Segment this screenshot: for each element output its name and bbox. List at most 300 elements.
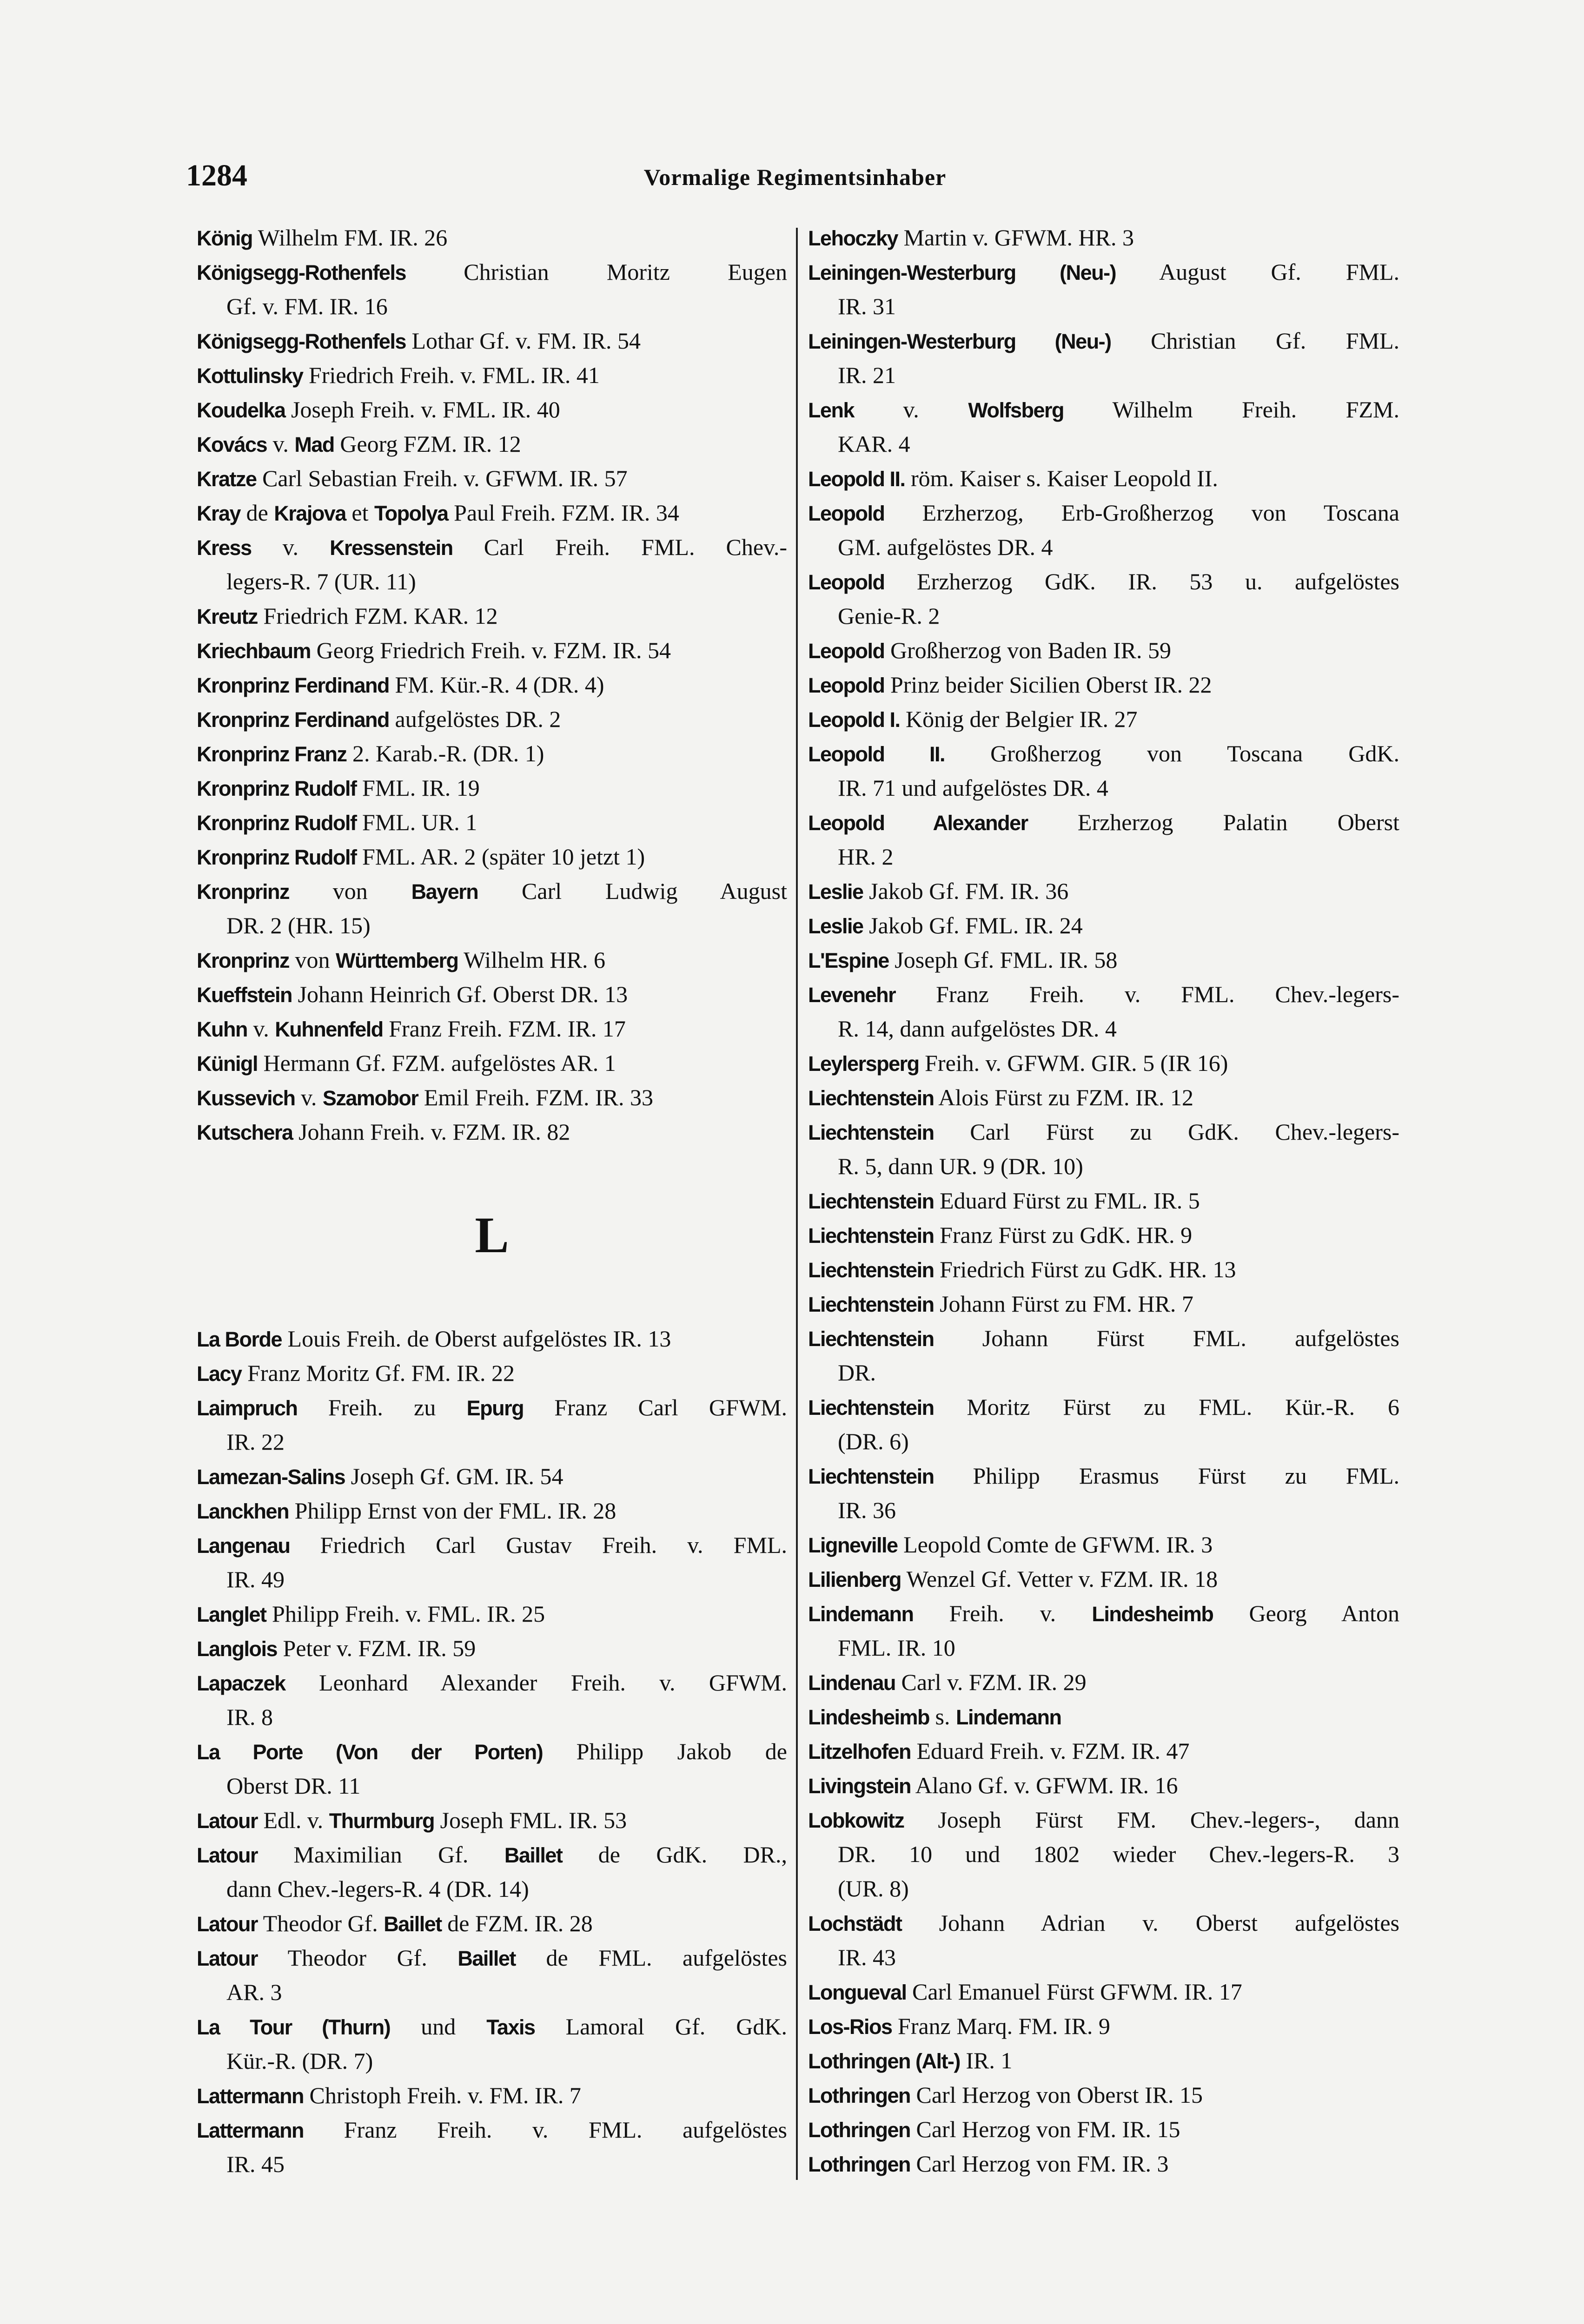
entry-name: La Tour (Thurn): [197, 2015, 391, 2039]
entry-line: [808, 1115, 1399, 1149]
entry-text: Jakob Gf. FML. IR. 24: [863, 912, 1083, 938]
index-entry: [197, 1356, 787, 1390]
entry-name: Mad: [294, 433, 334, 456]
entry-text: et: [345, 500, 374, 526]
index-entry: [808, 2146, 1399, 2181]
entry-text: Carl Herzog von FM. IR. 3: [910, 2151, 1169, 2177]
entry-line: [197, 1321, 787, 1356]
entry-line: [808, 702, 1399, 736]
entry-text: Eduard Fürst zu FML. IR. 5: [934, 1188, 1200, 1214]
entry-line: [197, 908, 787, 943]
entry-line: [808, 564, 1399, 599]
entry-text: Emil Freih. FZM. IR. 33: [418, 1084, 653, 1110]
entry-line: [197, 2078, 787, 2113]
entry-line: [197, 1665, 787, 1700]
index-entry: [197, 1665, 787, 1734]
entry-name: Liechtenstein: [808, 1258, 934, 1282]
entry-name: Kreutz: [197, 605, 258, 628]
section-heading-l: L: [475, 1207, 509, 1263]
entry-name: Kussevich: [197, 1086, 295, 1110]
index-entry: [808, 805, 1399, 874]
entry-text: Theodor Gf.: [258, 1910, 384, 1936]
entry-line: [197, 2113, 787, 2147]
entry-text: von: [289, 878, 411, 904]
entry-line: [808, 1287, 1399, 1321]
entry-name: Leslie: [808, 914, 863, 938]
entry-line: [197, 530, 787, 564]
index-entry: [197, 1837, 787, 1906]
entry-text: Alois Fürst zu FZM. IR. 12: [934, 1084, 1193, 1110]
entry-text: Prinz beider Sicilien Oberst IR. 22: [884, 672, 1212, 698]
entry-text: Edl. v.: [258, 1807, 329, 1833]
entry-name: Lindesheimb: [808, 1705, 930, 1729]
entry-name: Lobkowitz: [808, 1809, 904, 1832]
entry-line: [808, 461, 1399, 495]
entry-text: DR. 2 (HR. 15): [226, 912, 371, 938]
entry-text: (DR. 6): [838, 1428, 909, 1454]
index-entry: [808, 977, 1399, 1046]
entry-name: Leopold: [808, 639, 885, 663]
entry-line: [197, 667, 787, 702]
entry-name: Liechtenstein: [808, 1224, 934, 1248]
entry-line: [808, 1734, 1399, 1768]
entry-line: [197, 1906, 787, 1941]
entry-text: FML. IR. 19: [356, 775, 480, 801]
entry-text: Alano Gf. v. GFWM. IR. 16: [911, 1772, 1178, 1798]
entry-line: [808, 289, 1399, 324]
entry-name: Liechtenstein: [808, 1086, 934, 1110]
index-entry: [197, 1046, 787, 1080]
entry-name: Lilienberg: [808, 1568, 901, 1591]
entry-text: Wilhelm HR. 6: [458, 947, 605, 973]
index-entry: [808, 564, 1399, 633]
entry-name: Kuhn: [197, 1017, 247, 1041]
index-entry: [808, 1906, 1399, 1974]
index-entry: [197, 1941, 787, 2009]
entry-line: [808, 1252, 1399, 1287]
index-entry: [197, 495, 787, 530]
entry-line: [808, 1596, 1399, 1631]
index-entry: [808, 908, 1399, 943]
entry-line: [197, 2009, 787, 2044]
entry-text: IR. 49: [226, 1566, 285, 1592]
entry-line: [808, 1768, 1399, 1802]
entry-text: Christian Moritz Eugen: [406, 259, 787, 285]
entry-text: Franz Freih. v. FML. Chev.-legers-: [895, 981, 1399, 1007]
entry-line: [808, 495, 1399, 530]
index-entry: [808, 1459, 1399, 1527]
entry-text: Joseph Freih. v. FML. IR. 40: [285, 396, 560, 423]
entry-text: FML. IR. 10: [838, 1635, 955, 1661]
entry-text: s.: [929, 1703, 956, 1730]
entry-line: [808, 2112, 1399, 2146]
index-entry: [808, 495, 1399, 564]
entry-line: [197, 1769, 787, 1803]
entry-line: [808, 1046, 1399, 1080]
entry-text: Georg Friedrich Freih. v. FZM. IR. 54: [311, 637, 671, 663]
index-entry: [197, 736, 787, 771]
entry-line: [808, 1631, 1399, 1665]
entry-line: [808, 1974, 1399, 2009]
entry-name: Bayern: [411, 880, 478, 904]
entry-name: Koudelka: [197, 398, 285, 422]
entry-text: aufgelöstes DR. 2: [389, 706, 561, 732]
entry-line: [808, 839, 1399, 874]
entry-name: Leopold: [808, 570, 885, 594]
index-entry: [197, 805, 787, 839]
entry-name: La Borde: [197, 1327, 282, 1351]
entry-line: [808, 1390, 1399, 1424]
entry-name: Lindenau: [808, 1671, 895, 1695]
entry-name: Kottulinsky: [197, 364, 303, 388]
entry-text: Jakob Gf. FM. IR. 36: [863, 878, 1069, 904]
entry-line: [808, 1424, 1399, 1459]
entry-name: Württemberg: [335, 949, 458, 972]
index-entry: [808, 2043, 1399, 2078]
index-entry: [808, 220, 1399, 255]
index-entry: [808, 2112, 1399, 2146]
entry-name: Leopold: [808, 673, 885, 697]
entry-line: [808, 1802, 1399, 1837]
entry-name: Baillet: [384, 1912, 442, 1936]
entry-name: Lapaczek: [197, 1671, 285, 1695]
entry-name: Latour: [197, 1809, 258, 1833]
entry-text: Leonhard Alexander Freih. v. GFWM.: [285, 1670, 787, 1696]
entry-text: Großherzog von Toscana GdK.: [945, 740, 1399, 766]
entry-line: [197, 427, 787, 461]
entry-line: [808, 1906, 1399, 1940]
index-entry: [197, 633, 787, 667]
entry-name: Liechtenstein: [808, 1189, 934, 1213]
index-entry: [808, 1390, 1399, 1459]
entry-name: Lindesheimb: [1092, 1602, 1213, 1626]
entry-line: [808, 324, 1399, 358]
entry-text: Philipp Ernst von der FML. IR. 28: [289, 1498, 616, 1524]
entry-text: Friedrich Freih. v. FML. IR. 41: [303, 362, 600, 388]
entry-text: Gf. v. FM. IR. 16: [226, 293, 388, 319]
entry-name: Epurg: [466, 1396, 524, 1420]
index-entry: [197, 667, 787, 702]
entry-name: Latour: [197, 1843, 258, 1867]
entry-name: Kray: [197, 502, 241, 525]
entry-text: Philipp Erasmus Fürst zu FML.: [934, 1463, 1399, 1489]
entry-name: Königsegg-Rothenfels: [197, 261, 406, 284]
entry-name: Kratze: [197, 467, 257, 491]
entry-name: Wolfsberg: [968, 398, 1064, 422]
index-entry: [808, 1699, 1399, 1734]
entry-name: Leopold Alexander: [808, 811, 1028, 835]
entry-text: Maximilian Gf.: [258, 1842, 504, 1868]
index-entry: [808, 667, 1399, 702]
entry-text: Joseph Gf. FML. IR. 58: [888, 947, 1118, 973]
entry-name: Levenehr: [808, 983, 896, 1007]
index-entry: [197, 324, 787, 358]
entry-name: Kovács: [197, 433, 267, 456]
entry-name: Lacy: [197, 1362, 242, 1386]
entry-name: Latour: [197, 1947, 258, 1970]
index-entry: [808, 1596, 1399, 1665]
left-column: [197, 220, 787, 2181]
entry-text: Wenzel Gf. Vetter v. FZM. IR. 18: [901, 1566, 1218, 1592]
entry-name: Kronprinz Ferdinand: [197, 673, 389, 697]
entry-text: de GdK. DR.,: [562, 1842, 787, 1868]
entry-line: [808, 736, 1399, 771]
entry-text: 2. Karab.-R. (DR. 1): [346, 740, 544, 766]
index-entry: [197, 220, 787, 255]
index-entry: [197, 839, 787, 874]
entry-text: (UR. 8): [838, 1875, 909, 1901]
entry-name: Krajova: [274, 502, 346, 525]
entry-line: [197, 2044, 787, 2078]
entry-name: Leopold II.: [808, 467, 905, 491]
index-entry: [808, 255, 1399, 324]
index-entry: [197, 427, 787, 461]
index-entry: [808, 1287, 1399, 1321]
entry-name: Kriechbaum: [197, 639, 311, 663]
entry-name: Langlet: [197, 1603, 266, 1626]
entry-text: IR. 8: [226, 1704, 273, 1730]
entry-name: Longueval: [808, 1981, 907, 2004]
index-entry: [808, 324, 1399, 392]
index-entry: [197, 874, 787, 943]
index-entry: [197, 702, 787, 736]
index-entry: [197, 358, 787, 392]
entry-line: [808, 220, 1399, 255]
entry-text: Wilhelm FM. IR. 26: [252, 224, 448, 251]
entry-text: August Gf. FML.: [1116, 259, 1399, 285]
entry-text: Joseph FML. IR. 53: [434, 1807, 627, 1833]
entry-text: IR. 36: [838, 1497, 896, 1523]
entry-name: Lamezan-Salins: [197, 1465, 345, 1489]
entry-name: Lenk: [808, 398, 855, 422]
entry-name: Kronprinz Rudolf: [197, 811, 357, 835]
entry-text: Carl Sebastian Freih. v. GFWM. IR. 57: [256, 465, 628, 491]
entry-text: Lamoral Gf. GdK.: [535, 2014, 787, 2040]
entry-name: L'Espine: [808, 949, 889, 972]
index-entry: [808, 1562, 1399, 1596]
entry-name: Szamobor: [322, 1086, 418, 1110]
entry-list-k: [197, 220, 787, 1149]
entry-name: Kronprinz Franz: [197, 742, 347, 766]
entry-name: Lothringen: [808, 2118, 910, 2142]
page-title: Vormalige Regimentsinhaber: [643, 164, 947, 190]
entry-text: de FML. aufgelöstes: [515, 1945, 787, 1971]
entry-line: [197, 1803, 787, 1837]
entry-text: IR. 43: [838, 1944, 896, 1970]
entry-line: [197, 599, 787, 633]
entry-text: HR. 2: [838, 844, 894, 870]
entry-text: DR.: [838, 1360, 876, 1386]
entry-text: Eduard Freih. v. FZM. IR. 47: [910, 1738, 1190, 1764]
entry-text: Joseph Fürst FM. Chev.-legers-, dann: [904, 1807, 1399, 1833]
index-entry: [808, 633, 1399, 667]
entry-line: [808, 943, 1399, 977]
entry-line: [197, 1459, 787, 1493]
entry-name: Taxis: [486, 2015, 535, 2039]
entry-text: Philipp Jakob de: [543, 1738, 787, 1764]
entry-line: [808, 1218, 1399, 1252]
entry-text: röm. Kaiser s. Kaiser Leopold II.: [905, 465, 1218, 491]
entry-text: Leopold Comte de GFWM. IR. 3: [897, 1532, 1213, 1558]
entry-name: Liechtenstein: [808, 1396, 934, 1419]
entry-line: [197, 220, 787, 255]
entry-text: Freih. v.: [913, 1600, 1092, 1626]
entry-text: IR. 22: [226, 1429, 285, 1455]
entry-text: Martin v. GFWM. HR. 3: [898, 224, 1134, 251]
entry-line: [197, 1046, 787, 1080]
index-entry: [197, 2078, 787, 2113]
entry-line: [808, 2009, 1399, 2043]
entry-text: de FZM. IR. 28: [441, 1910, 593, 1936]
entry-name: Topolya: [374, 502, 448, 525]
entry-text: Franz Freih. FZM. IR. 17: [383, 1016, 626, 1042]
entry-text: v.: [295, 1084, 323, 1110]
entry-text: IR. 45: [226, 2151, 285, 2177]
entry-line: [197, 461, 787, 495]
entry-line: [808, 1149, 1399, 1183]
column-divider: [796, 228, 798, 2180]
index-entry: [808, 1974, 1399, 2009]
index-entry: [197, 943, 787, 977]
entry-line: [808, 1940, 1399, 1974]
entry-text: Erzherzog, Erb-Großherzog von Toscana: [884, 500, 1399, 526]
index-entry: [808, 1115, 1399, 1183]
entry-name: Künigl: [197, 1052, 258, 1076]
entry-name: Kronprinz Rudolf: [197, 845, 357, 869]
entry-line: [197, 633, 787, 667]
index-entry: [808, 392, 1399, 461]
entry-line: [808, 599, 1399, 633]
entry-text: Georg Anton: [1213, 1600, 1400, 1626]
entry-line: [197, 495, 787, 530]
entry-line: [808, 1837, 1399, 1871]
entry-line: [197, 1011, 787, 1046]
index-entry: [808, 943, 1399, 977]
index-entry: [808, 1734, 1399, 1768]
entry-text: Johann Freih. v. FZM. IR. 82: [292, 1119, 570, 1145]
entry-text: Carl Herzog von FM. IR. 15: [910, 2116, 1180, 2142]
entry-text: Johann Heinrich Gf. Oberst DR. 13: [292, 981, 628, 1007]
entry-text: IR. 71 und aufgelöstes DR. 4: [838, 775, 1108, 801]
entry-text: R. 14, dann aufgelöstes DR. 4: [838, 1016, 1117, 1042]
entry-name: Kueffstein: [197, 983, 292, 1007]
entry-name: Leopold: [808, 502, 885, 525]
entry-name: Lattermann: [197, 2084, 304, 2108]
entry-name: Thurmburg: [329, 1809, 435, 1833]
entry-name: Langenau: [197, 1534, 290, 1558]
entry-line: [197, 736, 787, 771]
entry-text: Friedrich Carl Gustav Freih. v. FML.: [290, 1532, 787, 1558]
entry-text: IR. 31: [838, 293, 896, 319]
entry-text: AR. 3: [226, 1979, 282, 2005]
index-entry: [197, 1493, 787, 1528]
entry-text: Peter v. FZM. IR. 59: [277, 1635, 476, 1661]
entry-text: v.: [247, 1016, 275, 1042]
entry-text: dann Chev.-legers-R. 4 (DR. 14): [226, 1876, 529, 1902]
entry-name: Liechtenstein: [808, 1465, 934, 1488]
index-entry: [197, 1734, 787, 1803]
entry-line: [808, 1183, 1399, 1218]
entry-line: [197, 1700, 787, 1734]
entry-name: Kressenstein: [330, 536, 453, 560]
entry-name: Kuhnenfeld: [275, 1017, 383, 1041]
entry-text: Georg FZM. IR. 12: [334, 431, 521, 457]
entry-line: [808, 1321, 1399, 1355]
entry-text: R. 5, dann UR. 9 (DR. 10): [838, 1153, 1083, 1179]
entry-line: [808, 874, 1399, 908]
index-entry: [808, 1046, 1399, 1080]
entry-text: Großherzog von Baden IR. 59: [884, 637, 1171, 663]
entry-line: [197, 1941, 787, 1975]
entry-line: [197, 1390, 787, 1425]
entry-line: [197, 874, 787, 908]
entry-line: [808, 977, 1399, 1011]
index-entry: [197, 530, 787, 599]
index-entry: [197, 1080, 787, 1115]
entry-text: Carl Fürst zu GdK. Chev.-legers-: [934, 1119, 1399, 1145]
entry-line: [808, 1665, 1399, 1699]
index-entry: [808, 1768, 1399, 1802]
entry-line: [197, 2147, 787, 2181]
entry-line: [197, 771, 787, 805]
index-entry: [808, 2009, 1399, 2043]
entry-name: Latour: [197, 1912, 258, 1936]
index-entry: [197, 255, 787, 324]
entry-line: [197, 943, 787, 977]
entry-line: [197, 324, 787, 358]
entry-text: von: [289, 947, 336, 973]
entry-line: [808, 771, 1399, 805]
entry-line: [197, 255, 787, 289]
entry-name: Litzelhofen: [808, 1740, 911, 1763]
index-entry: [808, 1665, 1399, 1699]
entry-text: Wilhelm Freih. FZM.: [1064, 396, 1399, 423]
entry-line: [808, 633, 1399, 667]
entry-text: Franz Carl GFWM.: [524, 1394, 787, 1420]
entry-line: [808, 255, 1399, 289]
entry-text: legers-R. 7 (UR. 11): [226, 568, 416, 594]
entry-text: Kür.-R. (DR. 7): [226, 2048, 373, 2074]
index-entry: [808, 1218, 1399, 1252]
entry-name: Lindemann: [956, 1705, 1061, 1729]
entry-text: Friedrich FZM. KAR. 12: [258, 603, 498, 629]
entry-text: Freih. v. GFWM. GIR. 5 (IR 16): [919, 1050, 1228, 1076]
entry-line: [808, 1493, 1399, 1527]
entry-name: Liechtenstein: [808, 1121, 934, 1144]
entry-name: Kronprinz: [197, 949, 289, 972]
entry-line: [197, 564, 787, 599]
entry-name: Lattermann: [197, 2119, 304, 2142]
entry-text: Johann Adrian v. Oberst aufgelöstes: [901, 1910, 1399, 1936]
entry-line: [808, 1355, 1399, 1390]
index-entry: [808, 1080, 1399, 1115]
entry-line: [808, 1699, 1399, 1734]
entry-text: Oberst DR. 11: [226, 1773, 361, 1799]
entry-text: de: [240, 500, 274, 526]
entry-name: Leopold I.: [808, 708, 900, 732]
entry-line: [808, 805, 1399, 839]
entry-list-right: [808, 220, 1399, 2181]
index-entry: [808, 702, 1399, 736]
entry-name: Lehoczky: [808, 226, 898, 250]
entry-line: [808, 667, 1399, 702]
entry-line: [197, 805, 787, 839]
index-entry: [197, 1631, 787, 1665]
index-entry: [197, 1528, 787, 1597]
entry-text: DR. 10 und 1802 wieder Chev.-legers-R. 3: [838, 1841, 1399, 1867]
entry-name: Baillet: [457, 1947, 516, 1970]
entry-line: [197, 392, 787, 427]
